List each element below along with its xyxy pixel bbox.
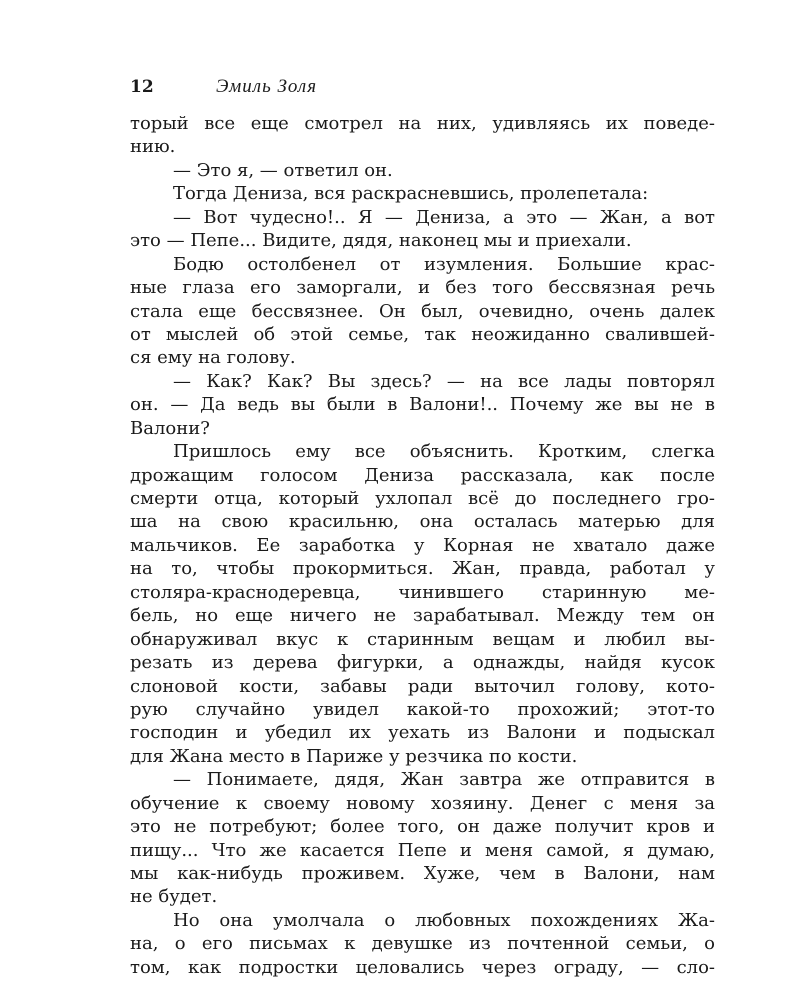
text-line: — Вот чудесно!.. Я — Дениза, а это — Жан, а вот [173,206,715,228]
text-line: это — Пепе... Видите, дядя, наконец мы и приехали. [130,230,632,252]
text-line: Пришлось ему все объяснить. Кротким, слегка [173,441,715,463]
body-text [130,112,715,979]
text-line: ша на свою красильню, она осталась матерью для [130,511,715,533]
page-number: 12 [130,77,154,97]
text-line: это не потребуют; более того, он даже получит кров и [130,816,715,838]
text-line: на, о его письмах к девушке из почтенной семьи, о [130,933,715,955]
text-line: от мыслей об этой семье, так неожиданно свалившей- [130,323,715,345]
text-line: не будет. [130,886,218,908]
text-line: он. — Да ведь вы были в Валони!.. Почему же вы не в [130,394,715,416]
text-line: стала еще бессвязнее. Он был, очевидно, очень далек [130,300,715,322]
text-line: — Как? Как? Вы здесь? — на все лады повторял [173,370,715,392]
running-head [130,76,715,100]
text-line: Тогда Дениза, вся раскрасневшись, пролепетала: [173,183,649,205]
text-line: слоновой кости, забавы ради выточил голову, кото- [130,675,715,697]
text-line: смерти отца, который ухлопал всё до последнего гро- [130,488,715,509]
text-line: Но она умолчала о любовных похождениях Жа- [173,909,715,931]
text-line: резать из дерева фигурки, а однажды, найдя кусок [130,652,715,674]
text-line: дрожащим голосом Дениза рассказала, как после [130,464,715,486]
text-line: для Жана место в Париже у резчика по кости. [130,745,578,767]
text-line: пищу... Что же касается Пепе и меня самой, я думаю, [130,839,715,861]
text-line: господин и убедил их уехать из Валони и подыскал [130,722,715,744]
text-line: — Это я, — ответил он. [173,159,393,181]
text-line: нию. [130,136,176,158]
text-line: бель, но еще ничего не зарабатывал. Между тем он [130,605,715,627]
text-line: ся ему на голову. [130,347,296,369]
text-line: — Понимаете, дядя, Жан завтра же отправится в [173,769,715,791]
text-line: Валони? [130,417,210,439]
text-line: на то, чтобы прокормиться. Жан, правда, работал у [130,558,715,580]
text-line: столяра-краснодеревца, чинившего старинную ме- [130,581,715,603]
text-line: Бодю остолбенел от изумления. Большие крас- [173,253,715,275]
text-line: ные глаза его заморгали, и без того бессвязная речь [130,277,715,299]
text-line: рую случайно увидел какой-то прохожий; этот-то [130,698,715,720]
text-line: том, как подростки целовались через ограду, — сло- [130,956,715,978]
text-line: мальчиков. Ее заработка у Корная не хватало даже [130,534,715,556]
text-line: торый все еще смотрел на них, удивляясь их поведе- [130,113,715,134]
text-line: обучение к своему новому хозяину. Денег с меня за [130,792,715,814]
running-head-author: Эмиль Золя [216,76,318,97]
text-line: обнаруживал вкус к старинным вещам и любил вы- [130,628,715,650]
text-line: мы как-нибудь проживем. Хуже, чем в Валони, нам [130,863,715,884]
